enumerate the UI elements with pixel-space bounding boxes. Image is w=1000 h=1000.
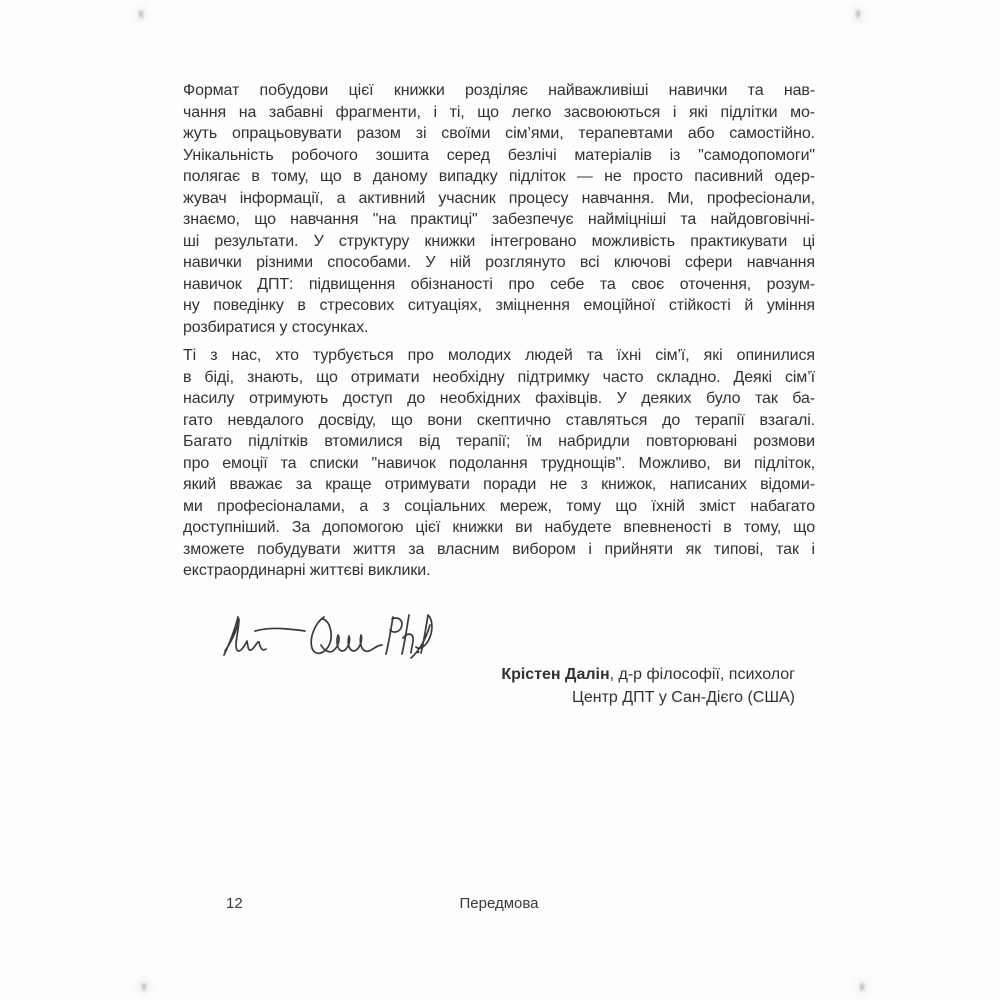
section-title: Передмова	[459, 895, 539, 912]
text-line: ми професіоналами, а з соціальних мереж, тому що їхній зміст набагато	[183, 497, 815, 515]
text-line: доступніший. За допомогою цієї книжки ви набудете впевненості в тому, що	[183, 519, 815, 536]
author-attribution	[295, 663, 795, 709]
text-line: про емоції та списки "навичок подолання труднощів". Можливо, ви підліток,	[183, 454, 815, 472]
page-body	[183, 80, 815, 582]
text-line: гато невдалого досвіду, що вони скептично ставляться до терапії взагалі.	[183, 411, 815, 429]
scan-artifact	[142, 983, 146, 991]
scan-artifact	[856, 10, 860, 18]
author-line	[295, 663, 795, 686]
text-line: насилу отримують доступ до необхідних фахівців. У деяких було так ба-	[183, 390, 815, 407]
text-line: знаємо, що навчання "на практиці" забезпечує найміцніші та найдовговічні-	[183, 211, 815, 228]
text-line: ну поведінку в стресових ситуаціях, зміцнення емоційної стійкості й уміння	[183, 297, 815, 314]
page-number: 12	[226, 895, 243, 912]
page-footer	[183, 895, 815, 913]
text-line: ші результати. У структуру книжки інтегровано можливість практикувати ці	[183, 232, 815, 250]
text-line: жувач інформації, а активний учасник процесу навчання. Ми, професіонали,	[183, 189, 815, 207]
author-title: , д-р філософії, психолог	[609, 666, 795, 683]
text-line: зможете побудувати життя за власним вибором і прийняти як типові, так і	[183, 540, 815, 558]
text-line: навички різними способами. У ній розглянуто всі ключові сфери навчання	[183, 254, 815, 271]
paragraph-2	[183, 345, 815, 582]
paragraph-1	[183, 80, 815, 338]
text-line: Формат побудови цієї книжки розділяє найважливіші навички та нав-	[183, 82, 815, 99]
text-line: в біді, знають, що отримати необхідну підтримку часто складно. Деякі сім’ї	[183, 368, 815, 386]
text-line: навичок ДПТ: підвищення обізнаності про себе та своє оточення, розум-	[183, 275, 815, 293]
scan-artifact	[860, 983, 864, 991]
scan-artifact	[139, 10, 143, 18]
text-line: Багато підлітків втомилися від терапії; їм набридли повторювані розмови	[183, 433, 815, 450]
author-name: Крістен Далін	[501, 666, 610, 683]
author-organization: Центр ДПТ у Сан-Дієго (США)	[572, 689, 795, 706]
text-line: Унікальність робочого зошита серед безлічі матеріалів із "самодопомоги"	[183, 146, 815, 164]
text-line: Ті з нас, хто турбується про молодих людей та їхні сім’ї, які опинилися	[183, 347, 815, 364]
text-line: який вважає за краще отримувати поради не з книжок, написаних відоми-	[183, 476, 815, 493]
text-line: полягає в тому, що в даному випадку підліток — не просто пасивний одер-	[183, 168, 815, 185]
text-line: жуть опрацьовувати разом зі своїми сім’ями, терапевтами або самостійно.	[183, 125, 815, 142]
text-line: розбиратися у стосунках.	[183, 318, 369, 336]
text-line: чання на забавні фрагменти, і ті, що легко засвоюються і які підлітки мо-	[183, 103, 815, 121]
text-line: екстраординарні життєві виклики.	[183, 562, 431, 579]
signature-image	[221, 608, 433, 664]
